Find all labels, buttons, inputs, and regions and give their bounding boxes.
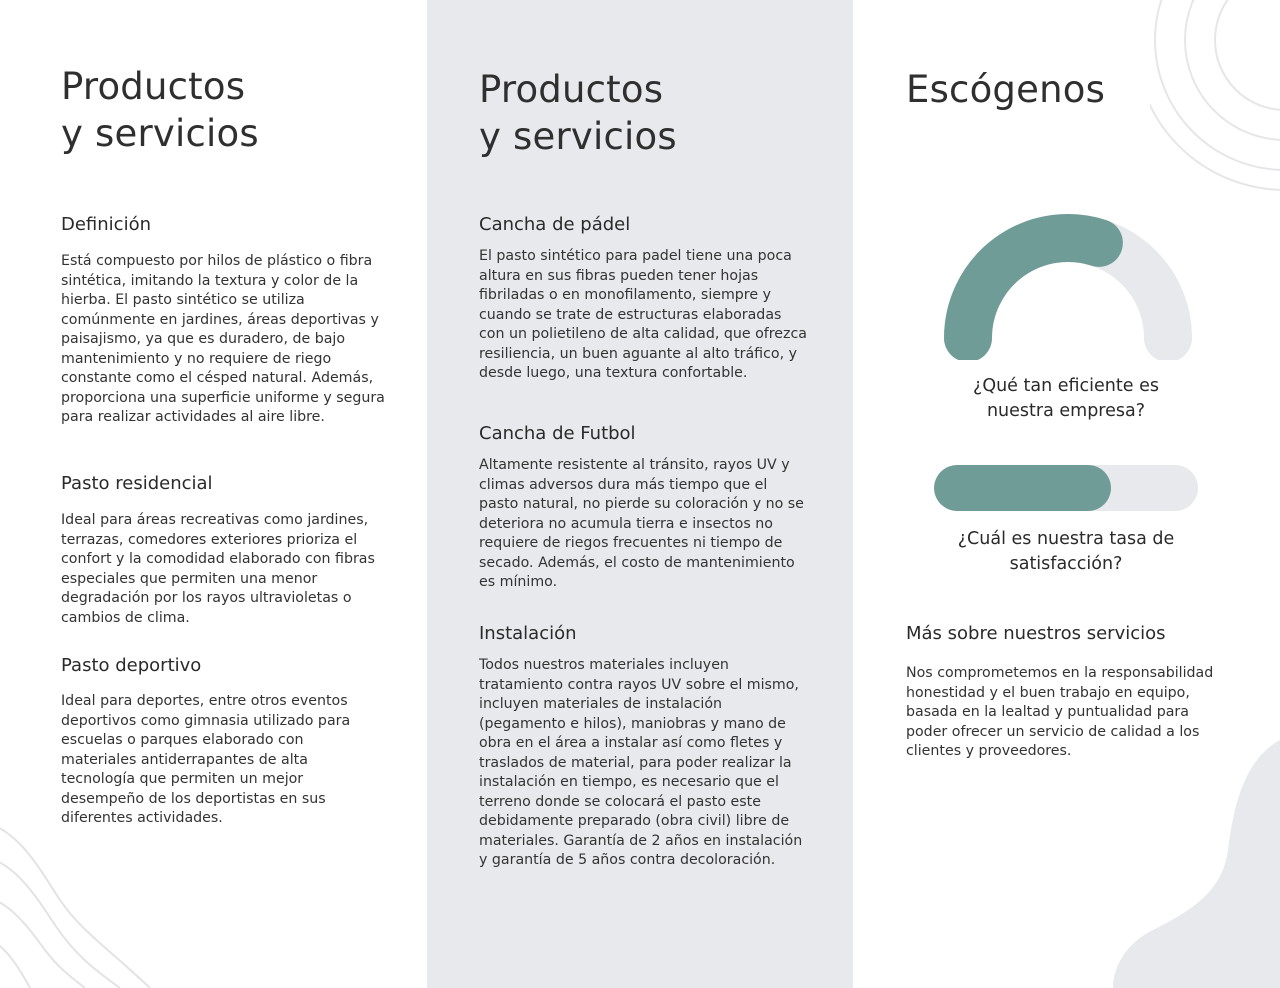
page-title: Productos y servicios: [61, 65, 259, 155]
section-heading-pasto-deportivo: Pasto deportivo: [61, 655, 202, 676]
blob-decoration: [1113, 740, 1280, 988]
section-body-pasto-deportivo: Ideal para deportes, entre otros eventos deportivos como gimnasia utilizado para escuelas o parques elaborado con materiales antiderrapantes de alta tecnología que permiten un mejor desempeño de los deportistas en sus diferentes actividades.: [61, 693, 351, 826]
section-heading-cancha-padel: Cancha de pádel: [479, 214, 631, 235]
section-body-instalacion: Todos nuestros materiales incluyen tratamiento contra rayos UV sobre el mismo, incluyen materiales de instalación (pegamento e hilos), maniobras y mano de obra en el área a instalar así como fletes y traslados de material, para poder realizar la instalación en tiempo, es necesario que el terreno donde se colocará el pasto este debidamente preparado (obra civil) libre de materiales. Garantía de 2 años en instalación y garantía de 5 años contra decoloración.: [479, 657, 803, 868]
page-title: Productos y servicios: [479, 68, 677, 158]
section-body-pasto-residencial: Ideal para áreas recreativas como jardines, terrazas, comedores exteriores prioriza el confort y la comodidad elaborado con fibras especiales que permiten una menor degradación por los rayos ultravioletas o cambios de clima.: [61, 512, 375, 626]
efficiency-gauge: [923, 210, 1213, 360]
section-body-definicion: Está compuesto por hilos de plástico o fibra sintética, imitando la textura y color de la hierba. El pasto sintético se utiliza comúnmente en jardines, áreas deportivas y paisajismo, ya que es duradero, de bajo mantenimiento y no requiere de riego constante como el césped natural. Además, proporciona una superficie uniforme y segura para realizar actividades al aire libre.: [61, 253, 385, 425]
panel-products-services: [0, 0, 427, 988]
satisfaction-bar-fill: [934, 465, 1111, 511]
panel-choose-us: [853, 0, 1280, 988]
section-heading-cancha-futbol: Cancha de Futbol: [479, 423, 636, 444]
section-heading-definicion: Definición: [61, 214, 151, 235]
concentric-arcs-decoration: [1150, 0, 1280, 200]
satisfaction-bar-track: [934, 465, 1198, 511]
section-body-cancha-futbol: Altamente resistente al tránsito, rayos UV y climas adversos dura más tiempo que el pasto natural, no pierde su coloración y no se deteriora no acumula tierra e insectos no requiere de riegos frecuentes ni tiempo de secado. Además, el costo de mantenimiento es mínimo.: [479, 457, 804, 590]
section-heading-pasto-residencial: Pasto residencial: [61, 473, 213, 494]
section-heading-instalacion: Instalación: [479, 623, 577, 644]
satisfaction-question: ¿Cuál es nuestra tasa de satisfacción?: [957, 529, 1175, 574]
page-title: Escógenos: [906, 68, 1106, 111]
efficiency-question: ¿Qué tan eficiente es nuestra empresa?: [973, 376, 1159, 421]
gauge-fill: [968, 238, 1099, 338]
section-body-cancha-padel: El pasto sintético para padel tiene una poca altura en sus fibras pueden tener hojas fibriladas o en monofilamento, siempre y cuando se trate de estructuras elaboradas con un polietileno de alta calidad, que ofrezca resiliencia, un buen aguante al alto tráfico, y desde luego, una textura confortable.: [479, 248, 807, 381]
panel-products-services-2: [427, 0, 853, 988]
more-services-heading: Más sobre nuestros servicios: [906, 623, 1166, 644]
more-services-body: Nos comprometemos en la responsabilidad honestidad y el buen trabajo en equipo, basada en la lealtad y puntualidad para poder ofrecer un servicio de calidad a los clientes y proveedores.: [906, 665, 1214, 759]
